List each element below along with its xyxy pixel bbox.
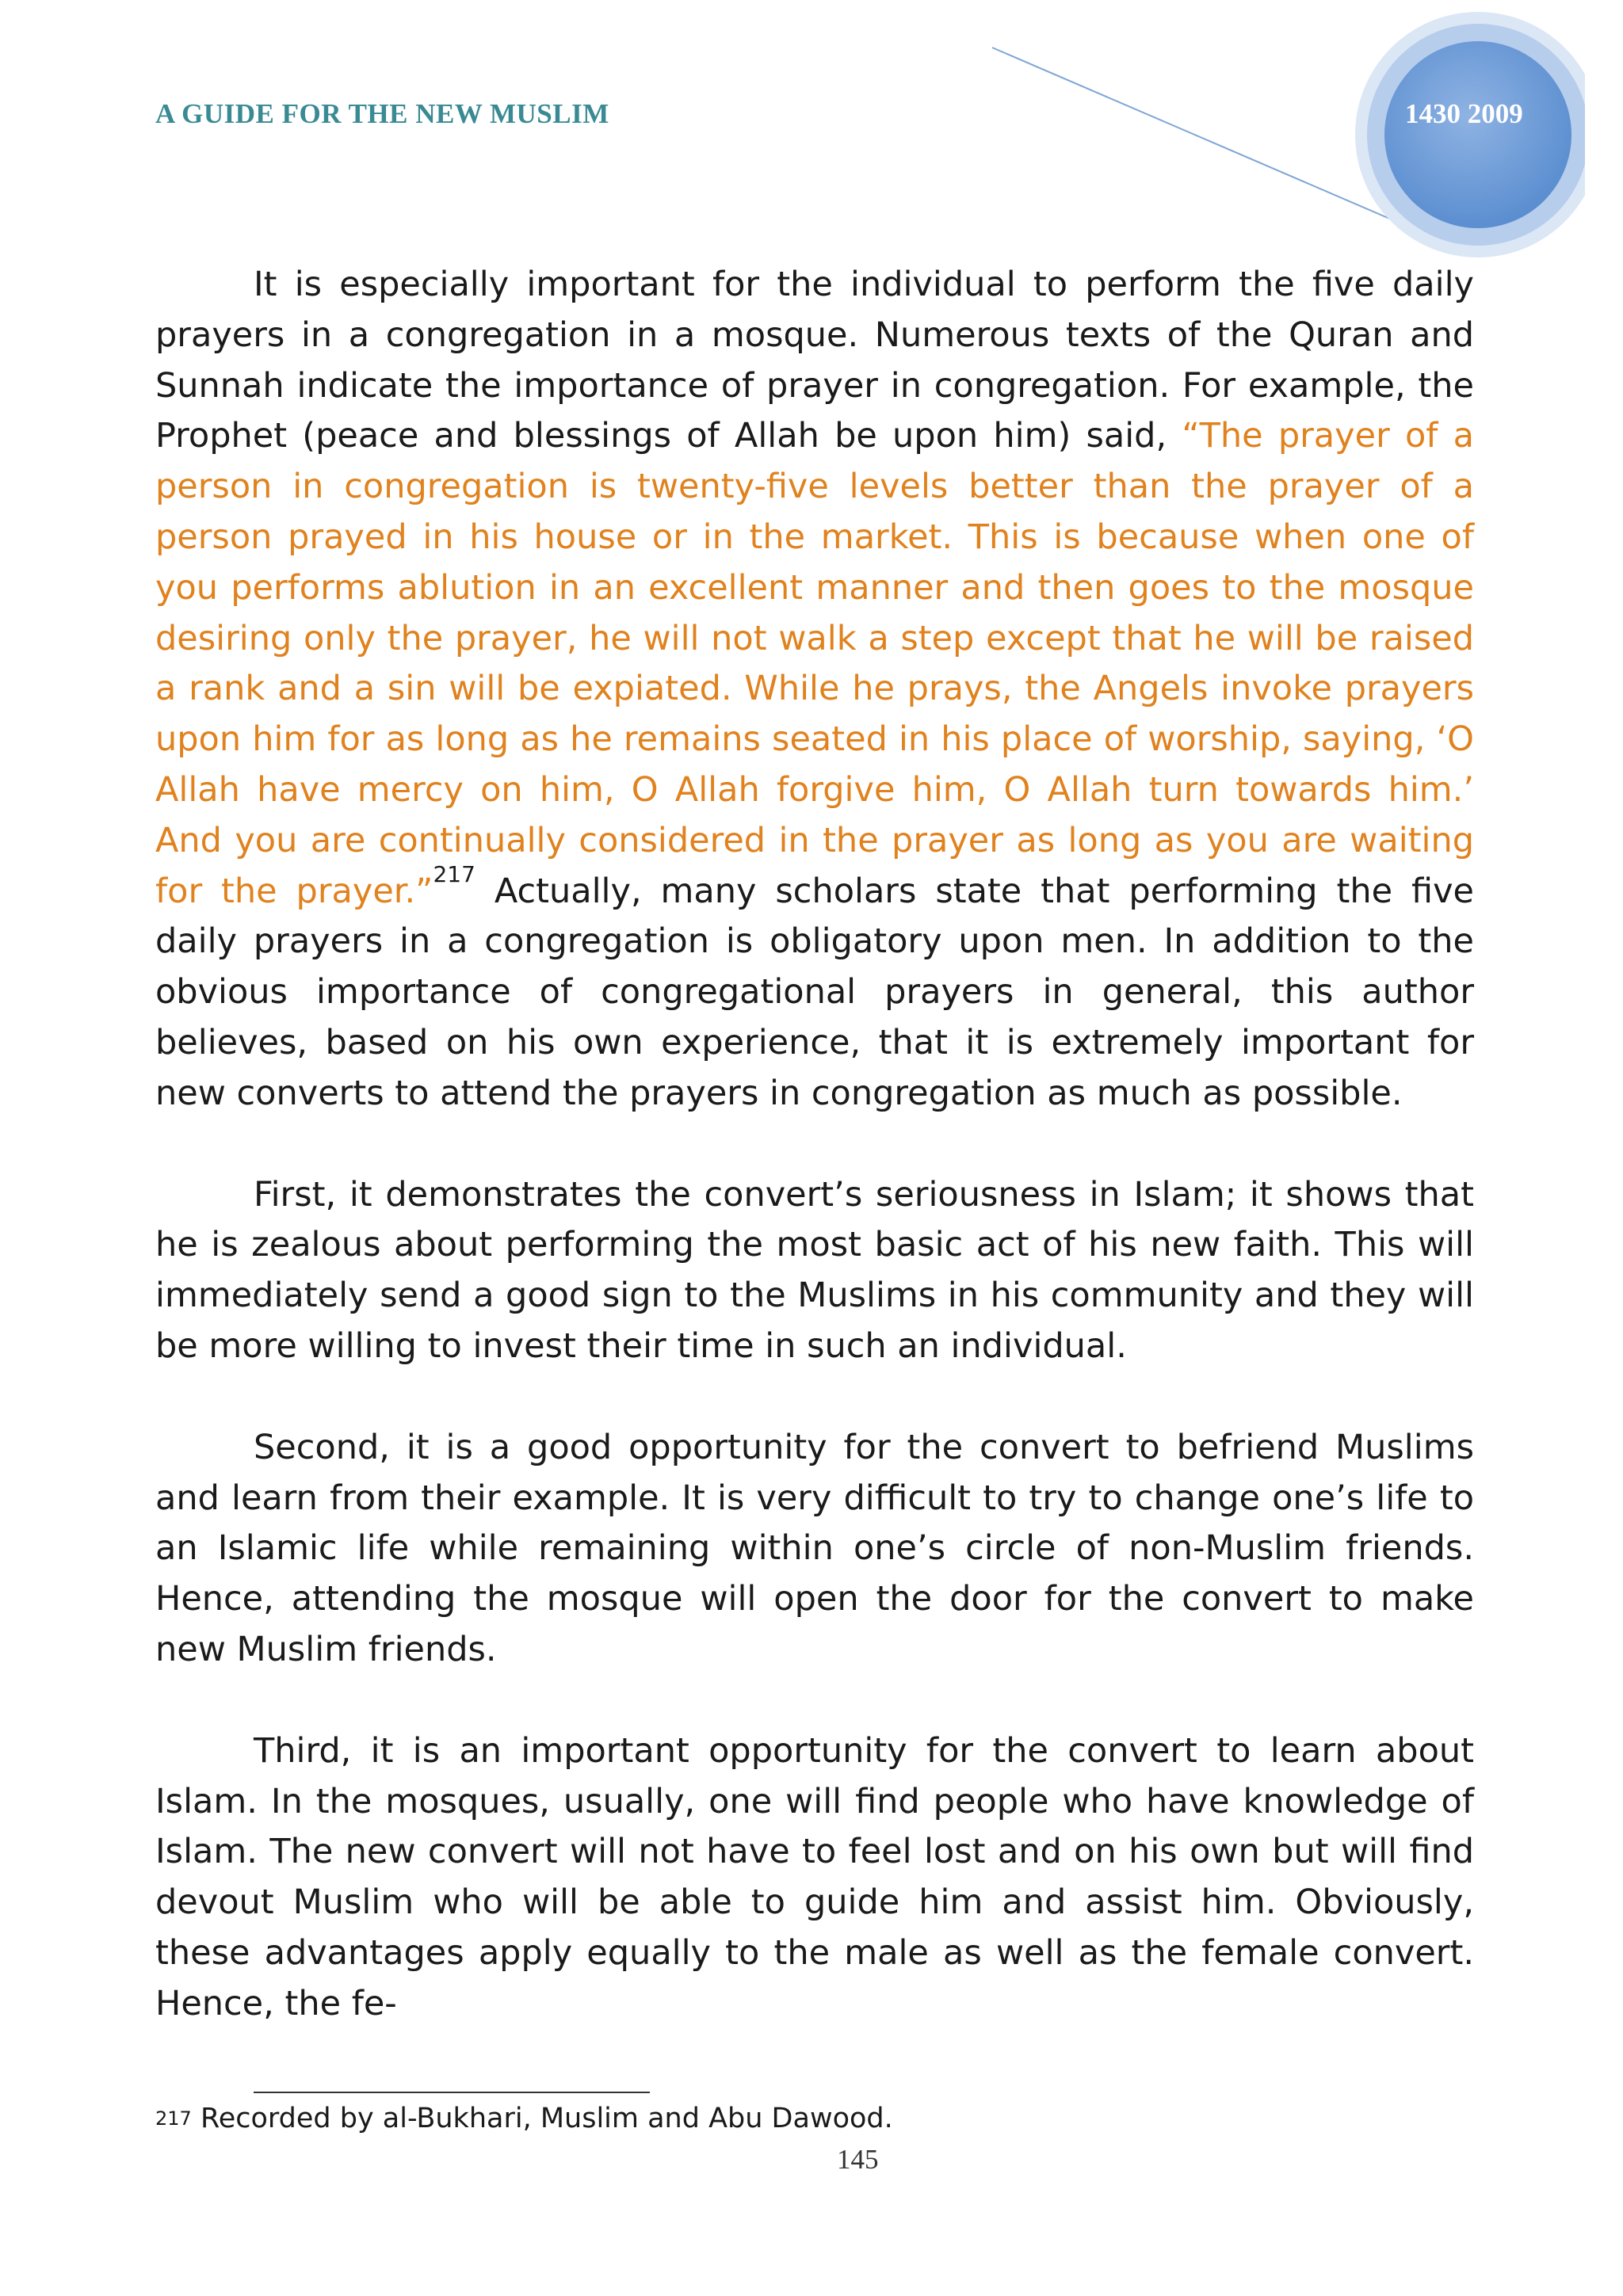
paragraph-4: Third, it is an important opportunity for the convert to learn about Islam. In the mosques, usually, one will find people who have knowledge of Islam. The new convert will not have to feel lost and on his own but will find devout Muslim who will be able to guide him and assist him. Obviously, these advantages apply equally to the male as well as the female convert. Hence, the fe- (155, 1730, 1474, 2023)
paragraph-1 (155, 260, 1474, 1119)
header-year: 1430 2009 (1405, 98, 1523, 129)
paragraph-2: First, it demonstrates the convert’s seriousness in Islam; it shows that he is zealous about performing the most basic act of his new faith. This will immediately send a good sign to the Muslims in his community and they will be more willing to invest their time in such an individual. (155, 1174, 1474, 1366)
paragraph-3: Second, it is a good opportunity for the convert to befriend Muslims and learn from their example. It is very difficult to try to change one’s life to an Islamic life while remaining within one’s circle of non-Muslim friends. Hence, attending the mosque will open the door for the convert to make new Muslim friends. (155, 1427, 1474, 1669)
footnote-separator (254, 2092, 650, 2093)
decorative-circle (1384, 41, 1571, 228)
footnote (155, 2101, 893, 2136)
paragraph-1-rest: Actually, many scholars state that performing the five daily prayers in a congregation is obligatory upon men. In addition to the obvious importance of congregational prayers in general, this author believes, based on his own experience, that it is extremely important for new converts to attend the prayers in congregation as much as possible. (155, 871, 1475, 1113)
footnote-number: 217 (155, 2107, 192, 2130)
body-text (155, 260, 1474, 2081)
hadith-quote: “The prayer of a person in congregation is twenty-five levels better than the prayer of a person prayed in his house or in the market. This is because when one of you performs ablution in an excellent manner and then goes to the mosque desiring only the prayer, he will not walk a step except that he will be raised a rank and a sin will be expiated. While he prays, the Angels invoke prayers upon him for as long as he remains seated in his place of worship, saying, ‘O Allah have mercy on him, O Allah forgive him, O Allah turn towards him.’ And you are continually considered in the prayer as long as you are waiting for the prayer.” (155, 416, 1474, 911)
paragraph-1-intro: It is especially important for the individual to perform the five daily prayers in a congregation in a mosque. Numerous texts of the Quran and Sunnah indicate the importance of prayer in congregation. For example, the Prophet (peace and blessings of Allah be upon him) said, (155, 265, 1474, 456)
footnote-reference: 217 (433, 860, 475, 887)
page-number: 145 (837, 2144, 879, 2175)
footnote-text: Recorded by al-Bukhari, Muslim and Abu Dawood. (200, 2103, 893, 2134)
header-title: A GUIDE FOR THE NEW MUSLIM (155, 98, 609, 129)
